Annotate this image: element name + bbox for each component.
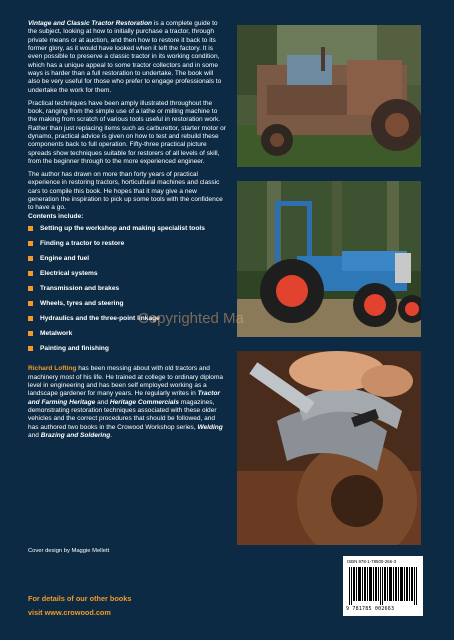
author-bio: magazines, demonstrating restoration techniques associated with these older vehicles and the correct procedures that should be followed, and has authored two books in the Crowood Workshop series, [28, 398, 217, 431]
contents-item [28, 270, 226, 285]
rusty-tractor-photo [237, 25, 421, 167]
workshop-closeup-photo [237, 351, 421, 545]
experience-paragraph [28, 171, 226, 221]
contents-label: Contents include: [28, 212, 84, 220]
barcode-digits: 9 781785 002663 [346, 606, 395, 612]
author-bio: and [95, 398, 110, 406]
isbn-number: ISBN 978-1-78500-266-3 [347, 559, 397, 564]
book-title-ref: Brazing and Soldering [40, 432, 111, 440]
cover-design-credit: Cover design by Maggie Mellett [28, 548, 110, 554]
contents-list [28, 225, 226, 360]
bullet-square-icon [28, 271, 33, 276]
bullet-square-icon [28, 226, 33, 231]
contents-item [28, 255, 226, 270]
experience-text: The author has drawn on more than forty years of practical experience in restoring tractors, horticultural machines and classic cars to compile this book. He hopes that it may give a new generation the inspiration to pick up some tools with the confidence to have a go. [28, 170, 223, 212]
intro-text: is a complete guide to the subject, looking at how to initially purchase a tractor, through private means or at auction, and then how to restore it back to its former glory, as it would have looked when it left the factory. It is even possible to preserve a classic tractor in its working condition, which has a unique appeal to some tractor collectors and in some ways is harder than a full restoration to undertake. The book will also be very useful for those who prefer to engage professionals to undertake the work for them. [28, 20, 222, 94]
bullet-square-icon [28, 346, 33, 351]
author-name: Richard Lofting [28, 365, 77, 373]
contents-item-label: Hydraulics and the three-point linkage [40, 315, 160, 323]
contents-item [28, 345, 226, 360]
book-title-ref: Welding [197, 423, 223, 431]
contents-item [28, 330, 226, 345]
intro-paragraph [28, 20, 226, 95]
book-title: Vintage and Classic Tractor Restoration [28, 20, 153, 27]
bullet-square-icon [28, 256, 33, 261]
magazine-title: Heritage Commercials [109, 398, 180, 406]
contents-item-label: Transmission and brakes [40, 285, 120, 293]
author-bio: and [28, 432, 41, 440]
techniques-paragraph: Practical techniques have been amply illustrated throughout the book, ranging from the simple use of a lathe or milling machine to the making from scratch of various tools useful in restoration work. Rather than just replacing items such as carburettor, starter motor or dynamo, practical advice is given on how to test and rebuild these components back to full operation. Fifty-three practical picture spreads show techniques suitable for restorers of all levels of skill, from the beginner through to the more experienced engineer. [28, 99, 226, 165]
bullet-square-icon [28, 331, 33, 336]
author-paragraph [28, 365, 226, 440]
contents-item-label: Electrical systems [40, 270, 98, 278]
author-bio: has been messing about with old tractors and machinery most of his life. He trained at college to ordinary diploma level in engineering and has been self employed working as a landscape gardener for many years. He regularly writes in [28, 365, 224, 398]
contents-item-label: Wheels, tyres and steering [40, 300, 124, 308]
bullet-square-icon [28, 286, 33, 291]
footer-books-line: For details of our other books [28, 594, 132, 603]
magazine-title: Tractor and Farming Heritage [28, 390, 221, 406]
contents-item-label: Engine and fuel [40, 255, 90, 263]
description-column [28, 20, 226, 445]
contents-item [28, 225, 226, 240]
bullet-square-icon [28, 241, 33, 246]
copyright-watermark: Copyrighted Ma [138, 310, 244, 327]
isbn-barcode [343, 556, 423, 616]
contents-item-label: Setting up the workshop and making specialist tools [40, 225, 205, 233]
author-bio: . [110, 432, 113, 440]
contents-item [28, 285, 226, 300]
contents-item [28, 240, 226, 255]
barcode-bars [349, 567, 417, 605]
contents-item-label: Finding a tractor to restore [40, 240, 125, 248]
bullet-square-icon [28, 316, 33, 321]
footer-website-link[interactable]: visit www.crowood.com [28, 608, 111, 617]
contents-item-label: Painting and finishing [40, 345, 109, 353]
bullet-square-icon [28, 301, 33, 306]
blue-tractor-photo [237, 181, 421, 337]
contents-item-label: Metalwork [40, 330, 73, 338]
